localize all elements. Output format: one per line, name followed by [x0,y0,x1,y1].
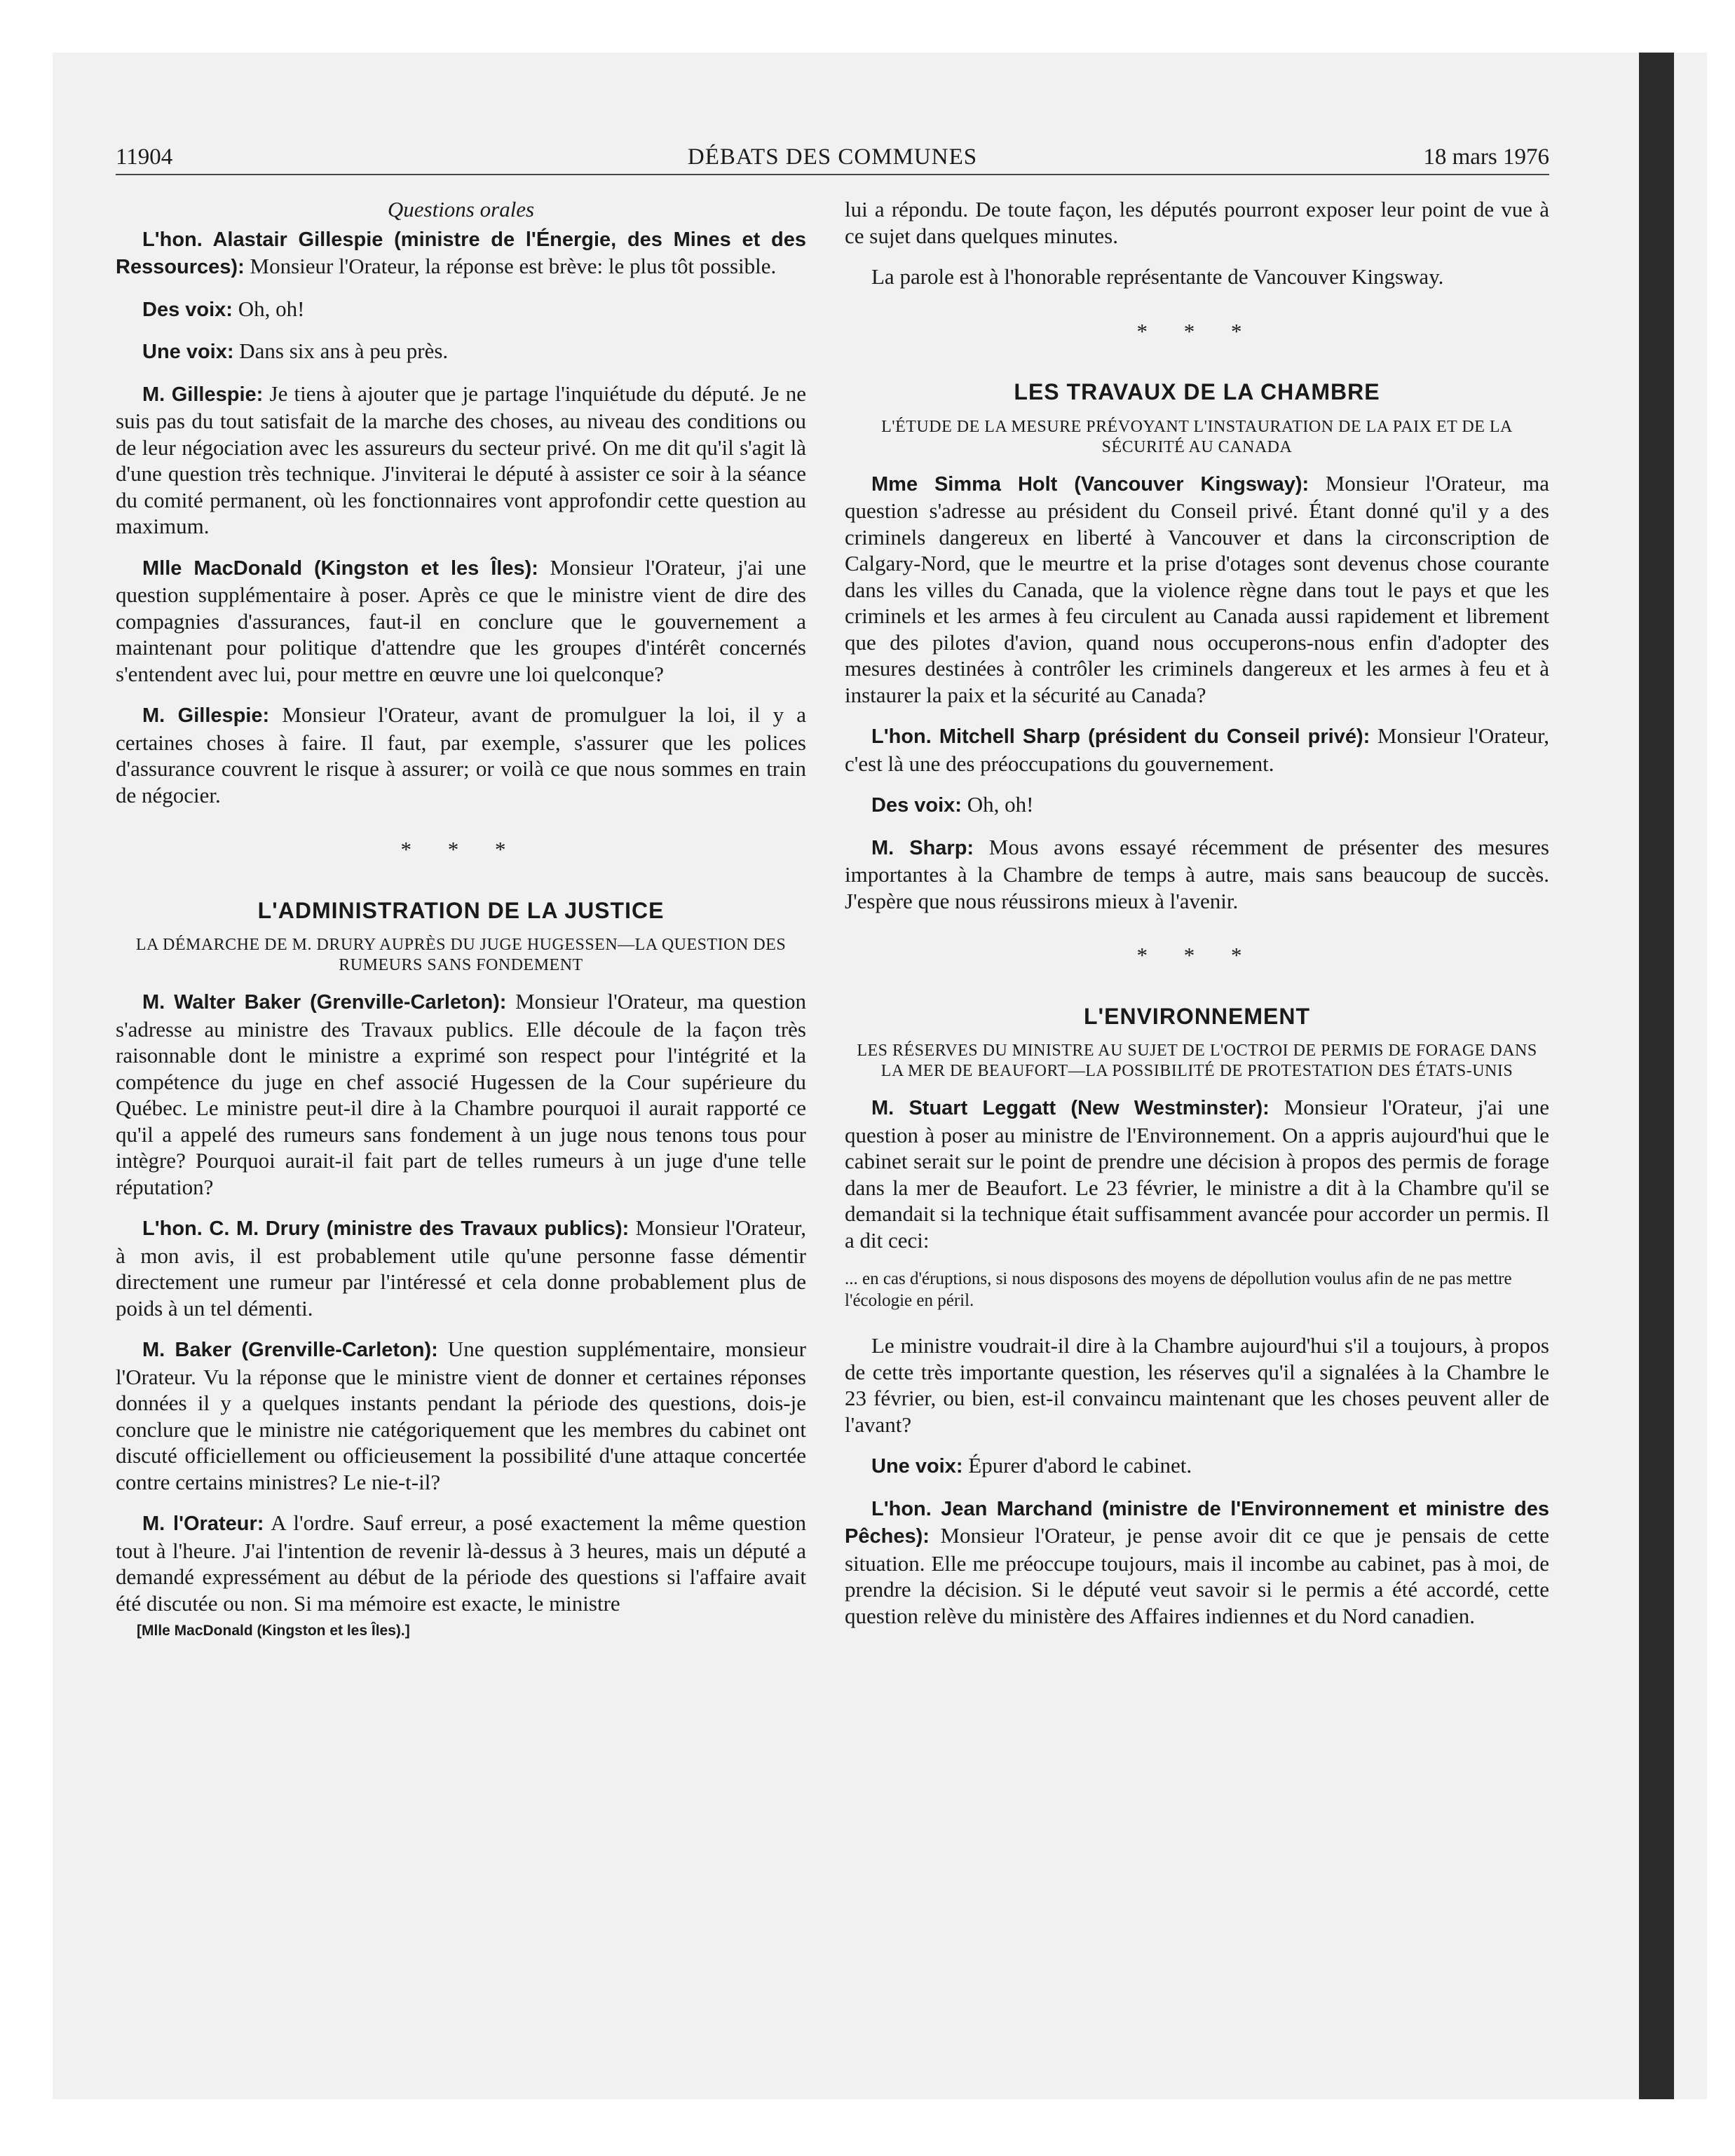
section-subheading: LES RÉSERVES DU MINISTRE AU SUJET DE L'OCTROI DE PERMIS DE FORAGE DANS LA MER DE BEAUFORT—LA POSSIBILITÉ DE PROTESTATION DES ÉTATS-UNIS [857,1042,1537,1080]
speech-paragraph [845,834,1549,915]
speaker-name: L'hon. Alastair Gillespie (ministre de l'Énergie, des Mines et des Ressources): [116,228,806,278]
speech-text: Monsieur l'Orateur, ma question s'adresse au ministre des Travaux publics. Elle découle de la façon très raisonnable dont le ministre a exprimé son respect pour l'intégrité et la compétence du juge en chef associé Hugessen de la Cour supérieure du Québec. Le ministre peut-il dire à la Chambre pourquoi il aurait rapporté ce qu'il a appelé des rumeurs sans fondement à un juge nous tenons tous pour intègre? Pourquoi aurait-il fait part de telles rumeurs à un juge d'une telle réputation? [116,989,806,1199]
speaker-name: M. Sharp: [871,836,974,859]
speech-paragraph [116,1336,806,1495]
block-quote: ... en cas d'éruptions, si nous disposons des moyens de dépollution voulus afin de ne pas mettre l'écologie en péril. [845,1269,1512,1310]
speech-paragraph [845,1495,1549,1630]
speech-paragraph [116,1215,806,1321]
document-page [116,140,1549,2075]
speech-text: Monsieur l'Orateur, je pense avoir dit ce que je pensais de cette situation. Elle me préoccupe toujours, mais il incombe au cabinet, pas à moi, de prendre la décision. Si le député veut savoir si le permis a été accordé, cette question relève du ministère des Affaires indiennes et du Nord canadien. [845,1523,1549,1628]
speech-paragraph: lui a répondu. De toute façon, les députés pourront exposer leur point de vue à ce sujet dans quelques minutes. [845,197,1549,248]
speech-text: Épurer d'abord le cabinet. [962,1453,1192,1478]
section-label: Questions orales [387,197,535,221]
section-heading: LES TRAVAUX DE LA CHAMBRE [1014,379,1380,404]
section-subheading: LA DÉMARCHE DE M. DRURY AUPRÈS DU JUGE HUGESSEN—LA QUESTION DES RUMEURS SANS FONDEMENT [135,936,787,974]
publication-title: DÉBATS DES COMMUNES [687,144,978,170]
speech-text: Dans six ans à peu près. [233,339,449,363]
speech-text: Monsieur l'Orateur, la réponse est brève: le plus tôt possible. [244,254,777,278]
section-subheading: L'ÉTUDE DE LA MESURE PRÉVOYANT L'INSTAURATION DE LA PAIX ET DE LA SÉCURITÉ AU CANADA [881,417,1513,456]
section-divider: * * * [1136,318,1258,343]
speech-text: Monsieur l'Orateur, j'ai une question supplémentaire à poser. Après ce que le ministre vient de dire des compagnies d'assurances, faut-il en conclure que le gouvernement a maintenant pour politique d'attendre que les groupes d'intérêt concernés s'entendent avec lui, pour mettre en œuvre une loi quelconque? [116,554,806,686]
speaker-name: Une voix: [142,341,234,363]
speech-text: Monsieur l'Orateur, ma question s'adresse au président du Conseil privé. Étant donné qu'il y a des criminels dangereux en liberté à Vancouver et dans la circonscription de Calgary-Nord, que le meurtre et la prise d'otages sont devenus chose courante dans les villes du Canada, que la violence règne dans tout le pays et que les criminels et les armes à feu circulent au Canada aussi rapidement et librement que des pilotes d'avion, quand nous occuperons-nous enfin d'adopter des mesures destinées à contrôler les criminels dangereux et les armes à feu et à instaurer la paix et la sécurité au Canada? [845,470,1549,707]
speech-text: Oh, oh! [961,792,1034,817]
speech-text: Monsieur l'Orateur, à mon avis, il est probablement utile qu'une personne fasse démentir directement une rumeur par l'intéressé et cela donne probablement plus de poids à un tel démenti. [116,1215,807,1321]
section-heading: L'ADMINISTRATION DE LA JUSTICE [257,897,665,923]
speech-paragraph [845,470,1549,709]
speaker-name: Une voix: [871,1455,963,1478]
speaker-name: Des voix: [871,794,962,817]
speech-paragraph [116,554,806,688]
speech-text: Oh, oh! [232,296,305,321]
speech-paragraph [116,702,806,808]
speaker-name: Des voix: [142,298,233,321]
speaker-name: M. Baker (Grenville-Carleton): [142,1339,438,1361]
speaker-name: L'hon. C. M. Drury (ministre des Travaux publics): [142,1217,630,1240]
left-column [116,196,806,1656]
footnote [116,1621,806,1641]
speech-paragraph [116,296,806,324]
section-divider: * * * [400,837,522,861]
speech-paragraph [116,381,806,540]
speech-paragraph [116,988,806,1200]
speaker-name: Mme Simma Holt (Vancouver Kingsway): [871,472,1309,496]
speech-text: Monsieur l'Orateur, avant de promulguer la loi, il y a certaines choses à faire. Il faut, par exemple, s'assurer que les polices d'assurance couvrent le risque à assurer; or voilà ce que nous sommes en train de négocier. [116,702,806,807]
section-heading: L'ENVIRONNEMENT [1083,1003,1311,1029]
publication-date: 18 mars 1976 [1423,144,1549,170]
page-header [116,140,1549,175]
speech-paragraph [116,226,806,281]
section-divider: * * * [1136,943,1258,967]
speech-text: Mous avons essayé récemment de présenter des mesures importantes à la Chambre de temps à autre, mais sans beaucoup de succès. J'espère que nous réussirons mieux à l'avenir. [845,834,1549,913]
speech-paragraph [845,1094,1549,1253]
speaker-name: M. Walter Baker (Grenville-Carleton): [142,991,507,1014]
page-number: 11904 [116,144,173,170]
scan-edge-shadow [1639,53,1674,2099]
speech-paragraph [845,1452,1549,1480]
speech-text: Monsieur l'Orateur, j'ai une question à poser au ministre de l'Environnement. On a appris aujourd'hui que le cabinet serait sur le point de prendre une décision à propos des permis de forage dans la mer de Beaufort. Le 23 février, le ministre a dit à la Chambre qu'il se demandait si la technique était suffisamment avancée pour accorder un permis. Il a dit ceci: [845,1095,1549,1253]
speech-paragraph [116,1510,806,1616]
speaker-name: M. Stuart Leggatt (New Westminster): [871,1097,1270,1119]
speech-text: Monsieur l'Orateur, c'est là une des préoccupations du gouvernement. [845,723,1549,776]
speaker-name: Mlle MacDonald (Kingston et les Îles): [142,557,538,580]
speech-text: Une question supplémentaire, monsieur l'Orateur. Vu la réponse que le ministre vient de donner et certaines réponses données il y a quelques instants pendant la période des questions, dois-je conclure que le ministre nie catégoriquement que les membres du cabinet ont discuté officiellement ou officieusement la possibilité d'une attaque concertée contre certains ministres? Le nie-t-il? [116,1337,806,1494]
speech-paragraph [116,338,806,366]
speaker-name: M. Gillespie: [142,383,264,406]
speaker-name: M. Gillespie: [142,704,270,727]
speech-paragraph [845,723,1549,777]
right-column [845,196,1549,1644]
speaker-name: L'hon. Mitchell Sharp (président du Conseil privé): [871,725,1370,748]
footnote-text: [Mlle MacDonald (Kingston et les Îles).] [137,1623,410,1639]
speech-text: A l'ordre. Sauf erreur, a posé exactement la même question tout à l'heure. J'ai l'intention de revenir là-dessus à 3 heures, mais un député a demandé expressément au début de la période des questions si l'affaire avait été discutée ou non. Si ma mémoire est exacte, le ministre [116,1510,807,1616]
speech-paragraph: Le ministre voudrait-il dire à la Chambre aujourd'hui s'il a toujours, à propos de cette très importante question, les réserves qu'il a signalées à la Chambre le 23 février, ou bien, est-il convaincu maintenant que les choses peuvent aller de l'avant? [845,1333,1549,1437]
speech-paragraph: La parole est à l'honorable représentante de Vancouver Kingsway. [871,264,1444,289]
speech-paragraph [845,791,1549,819]
speaker-name: L'hon. Jean Marchand (ministre de l'Environnement et ministre des Pêches): [845,1497,1549,1548]
speaker-name: M. l'Orateur: [142,1513,264,1535]
speech-text: Je tiens à ajouter que je partage l'inquiétude du député. Je ne suis pas du tout satisfait de la marche des choses, au niveau des conditions ou de leur négociation avec les assureurs du secteur privé. On me dit qu'il s'agit là d'une question très technique. J'inviterai le député à assister ce soir à la séance du comité permanent, où les fonctionnaires vont approfondir cette question au maximum. [116,381,806,538]
